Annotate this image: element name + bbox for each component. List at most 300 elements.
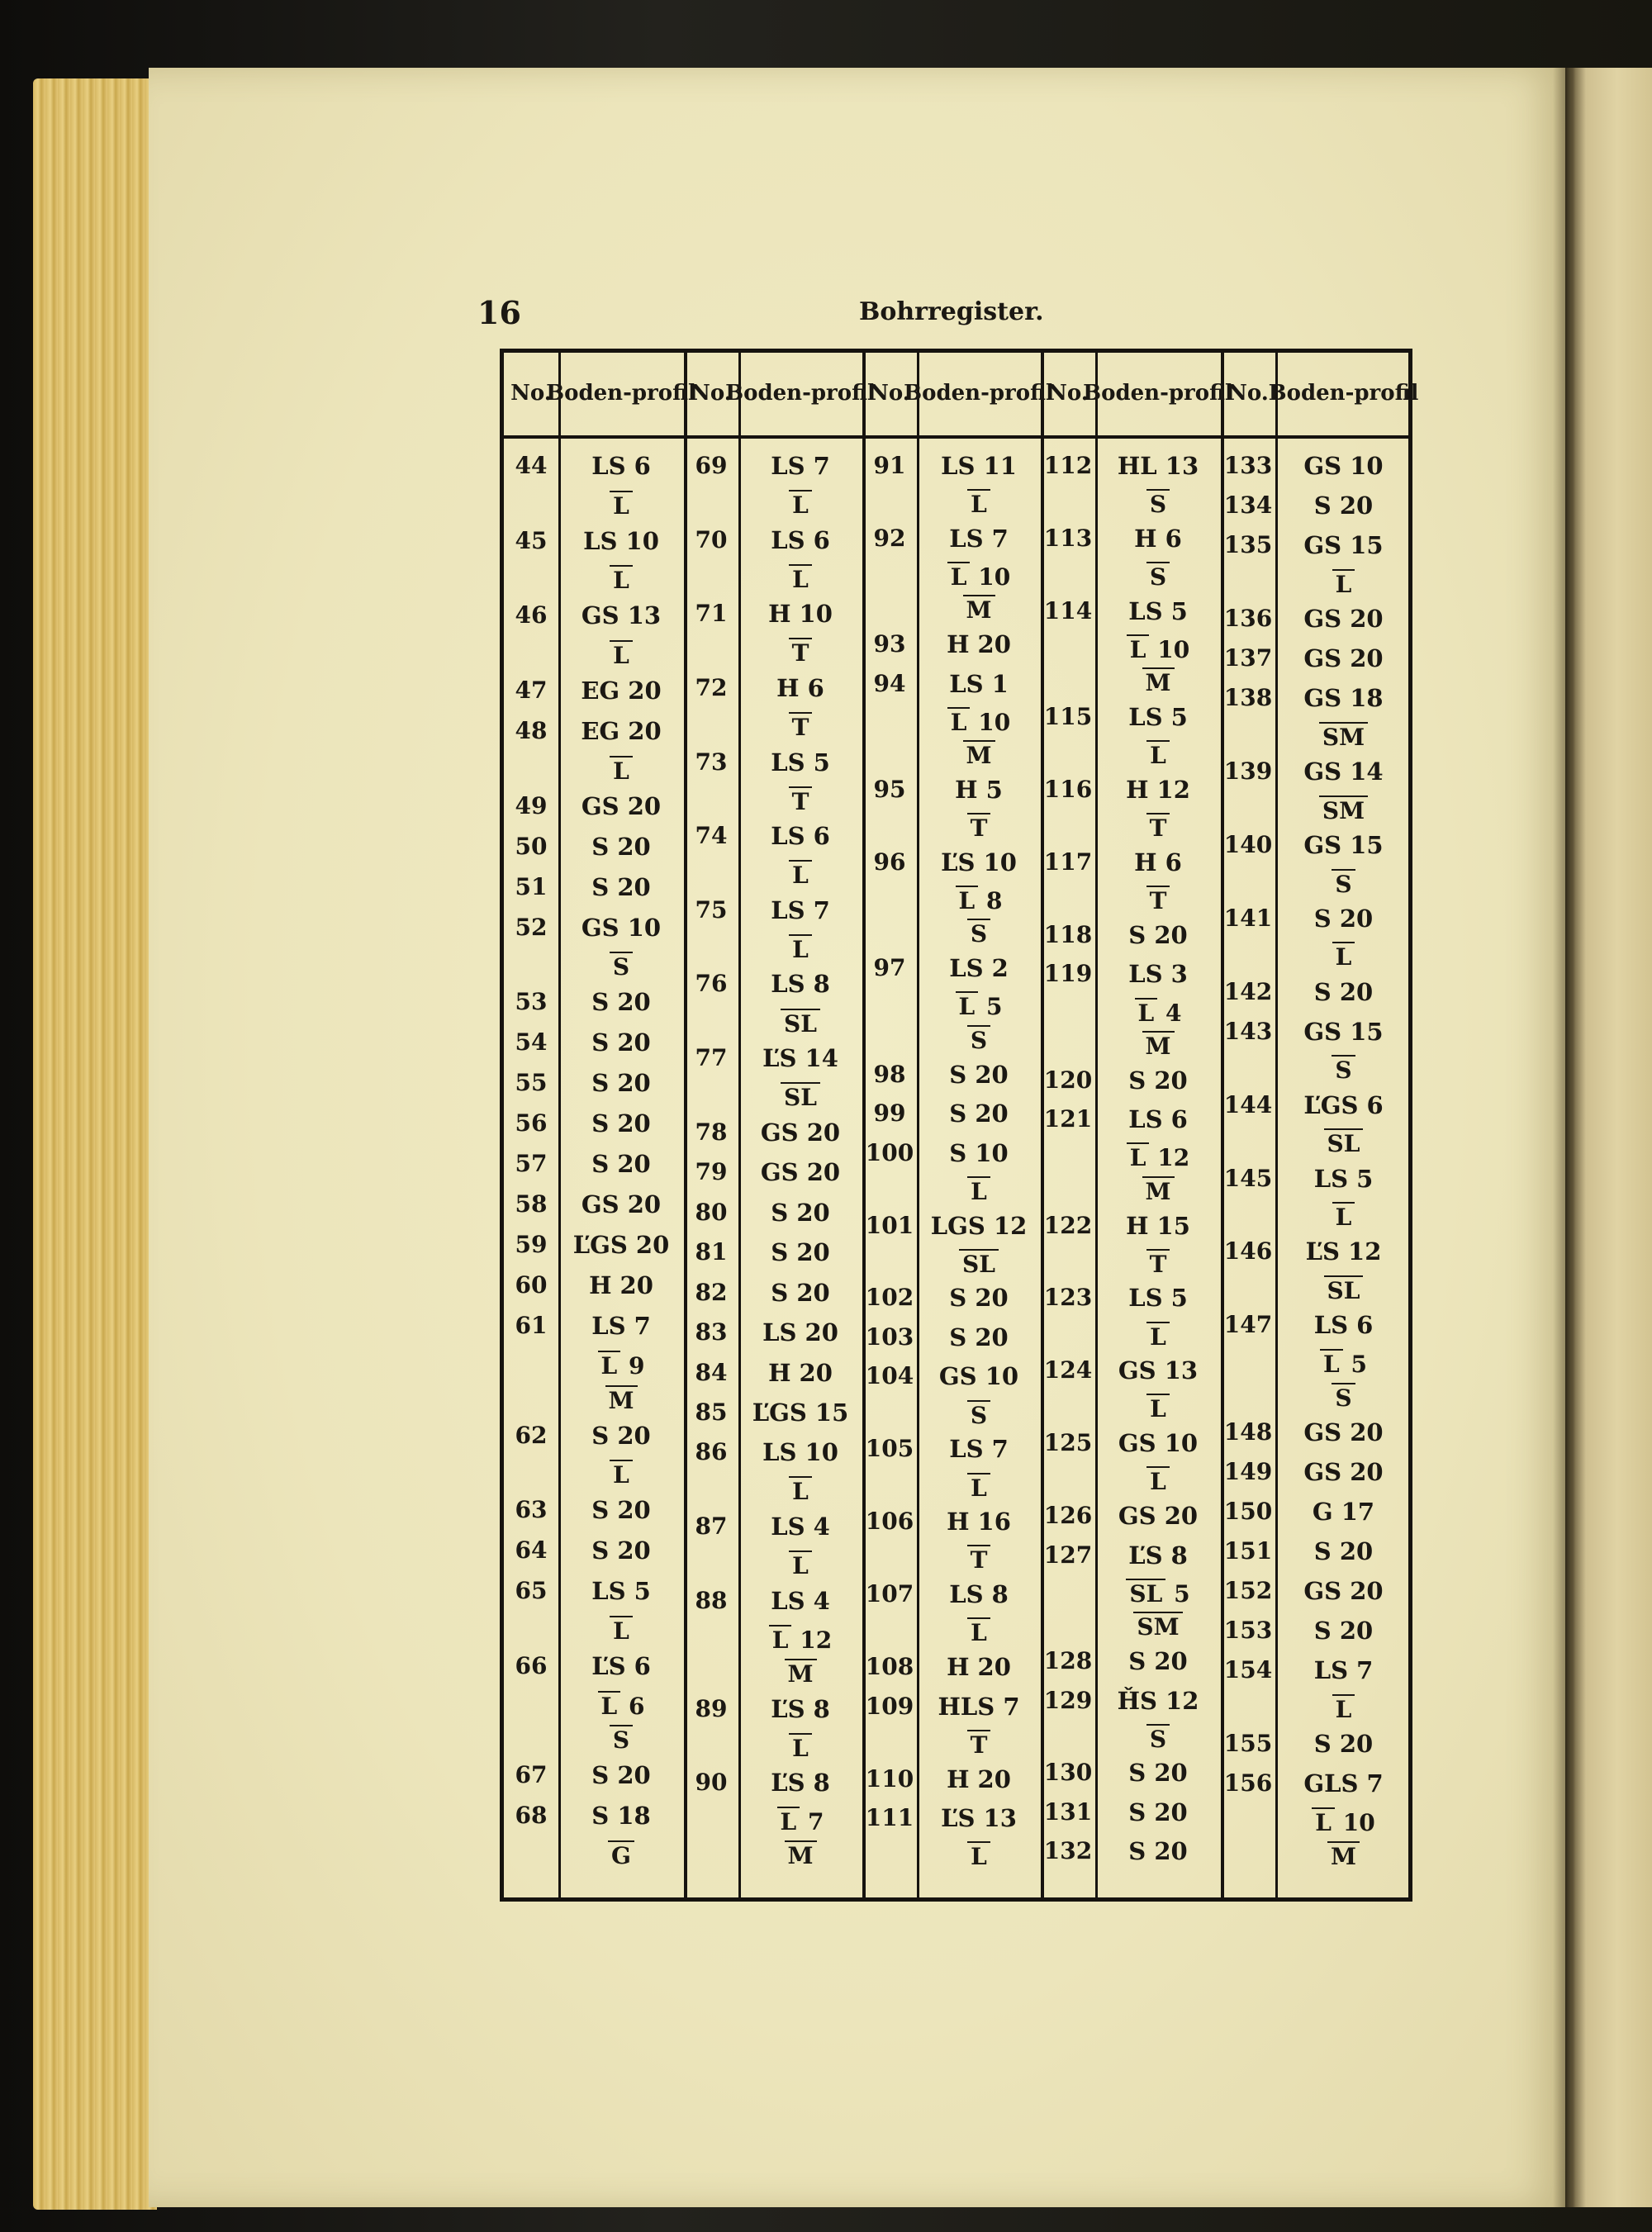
entry-profile: S 20 bbox=[771, 1198, 830, 1227]
entry-profile: S 20 bbox=[1128, 1797, 1188, 1826]
entry-number: 108 bbox=[865, 1653, 914, 1681]
entry-subprofile bbox=[1095, 1724, 1221, 1753]
subprofile-layer: L bbox=[610, 1460, 633, 1489]
entry-subprofile bbox=[1095, 562, 1221, 591]
header-rule bbox=[504, 435, 1408, 439]
entry-number: 102 bbox=[865, 1284, 914, 1312]
entry-number: 72 bbox=[695, 673, 728, 701]
header-boden-label: Boden- bbox=[725, 381, 811, 406]
entry-number: 156 bbox=[1223, 1769, 1273, 1797]
entry-subprofile bbox=[1095, 634, 1221, 663]
entry-profile: G 17 bbox=[1312, 1498, 1375, 1527]
entry-number: 107 bbox=[865, 1580, 914, 1608]
entry-profile: ĽGS 6 bbox=[1303, 1090, 1384, 1119]
entry-profile: LS 7 bbox=[949, 524, 1009, 553]
entry-number: 67 bbox=[515, 1761, 548, 1789]
entry-number: 55 bbox=[515, 1069, 548, 1097]
entry-number: 94 bbox=[873, 669, 906, 697]
entry-subprofile bbox=[917, 489, 1041, 518]
entry-number: 99 bbox=[873, 1099, 906, 1128]
subprofile-depth: 10 bbox=[1149, 635, 1190, 663]
entry-profile: GS 15 bbox=[1303, 830, 1384, 859]
subprofile-layer: L bbox=[789, 1733, 812, 1762]
subprofile-layer: T bbox=[1146, 813, 1170, 842]
entry-number: 61 bbox=[515, 1312, 548, 1340]
entry-profile: ĽS 12 bbox=[1305, 1237, 1382, 1266]
entry-number: 118 bbox=[1043, 920, 1093, 948]
bohrregister-table bbox=[500, 349, 1419, 1902]
subprofile-layer: SL bbox=[959, 1249, 999, 1278]
entry-profile: S 20 bbox=[1313, 904, 1374, 933]
entry-subprofile bbox=[738, 1009, 862, 1038]
entry-subprofile bbox=[558, 565, 684, 594]
entry-profile: GS 20 bbox=[760, 1158, 841, 1187]
entry-profile: LS 5 bbox=[1313, 1164, 1374, 1193]
entry-subprofile bbox=[558, 1616, 684, 1645]
entry-number: 74 bbox=[695, 822, 728, 850]
entry-number: 130 bbox=[1043, 1759, 1093, 1787]
entry-number: 154 bbox=[1223, 1656, 1273, 1684]
entry-profile: H 6 bbox=[1134, 524, 1182, 553]
entry-number: 119 bbox=[1043, 960, 1093, 988]
entry-number: 95 bbox=[873, 776, 906, 804]
entry-profile: H 5 bbox=[955, 776, 1003, 805]
subprofile-layer: SL bbox=[1324, 1128, 1364, 1157]
subprofile-depth: 10 bbox=[1334, 1808, 1375, 1836]
entry-number: 147 bbox=[1223, 1311, 1273, 1339]
entry-profile: LS 5 bbox=[1128, 703, 1188, 732]
entry-number: 104 bbox=[865, 1362, 914, 1390]
entry-profile: S 18 bbox=[591, 1802, 651, 1831]
entry-profile: LS 11 bbox=[941, 452, 1017, 480]
entry-profile: H 6 bbox=[776, 673, 824, 702]
subprofile-layer: L bbox=[1127, 1142, 1150, 1171]
entry-number: 127 bbox=[1043, 1541, 1093, 1569]
entry-number: 83 bbox=[695, 1318, 728, 1346]
entry-number: 78 bbox=[695, 1118, 728, 1146]
header-no: No. bbox=[1047, 381, 1089, 406]
subprofile-layer: L bbox=[967, 1617, 990, 1646]
entry-number: 117 bbox=[1043, 848, 1093, 876]
header-boden-label: Boden- bbox=[546, 381, 632, 406]
entry-subprofile bbox=[917, 1545, 1041, 1574]
entry-subprofile bbox=[558, 952, 684, 981]
entry-number: 97 bbox=[873, 954, 906, 982]
entry-profile: S 20 bbox=[591, 988, 651, 1017]
entry-subprofile bbox=[1095, 998, 1221, 1027]
entry-subprofile bbox=[917, 1730, 1041, 1759]
entry-number: 146 bbox=[1223, 1237, 1273, 1266]
entry-number: 135 bbox=[1223, 531, 1273, 559]
entry-subprofile bbox=[1275, 869, 1412, 898]
entry-profile: S 20 bbox=[591, 1536, 651, 1565]
header-boden-label: Boden- bbox=[1083, 381, 1169, 406]
subprofile-layer: S bbox=[1146, 1724, 1170, 1753]
subprofile-layer: L bbox=[967, 489, 990, 518]
subprofile-layer: L bbox=[1146, 740, 1170, 769]
entry-profile: LS 8 bbox=[771, 970, 830, 999]
header-bodenprofil bbox=[1083, 353, 1233, 435]
entry-number: 56 bbox=[515, 1109, 548, 1137]
entry-subprofile bbox=[1275, 569, 1412, 598]
entry-profile: GS 10 bbox=[938, 1362, 1019, 1391]
subprofile-layer: S bbox=[610, 1725, 633, 1754]
entry-profile: S 20 bbox=[591, 1069, 651, 1098]
entry-profile: H 16 bbox=[947, 1508, 1011, 1536]
entry-profile: ĽS 6 bbox=[591, 1652, 651, 1681]
entry-subprofile bbox=[738, 786, 862, 815]
entry-profile: GLS 7 bbox=[1303, 1769, 1384, 1798]
entry-number: 71 bbox=[695, 600, 728, 628]
entry-profile: GS 14 bbox=[1303, 757, 1384, 786]
entry-number: 129 bbox=[1043, 1686, 1093, 1714]
entry-number: 131 bbox=[1043, 1797, 1093, 1826]
entry-profile: GS 13 bbox=[1118, 1356, 1199, 1385]
entry-number: 79 bbox=[695, 1158, 728, 1186]
entry-subprofile bbox=[1275, 1694, 1412, 1723]
entry-subprofile bbox=[738, 860, 862, 889]
subprofile-depth: 5 bbox=[1165, 1579, 1190, 1608]
entry-profile: S 20 bbox=[1128, 1837, 1188, 1866]
subprofile-layer: SL bbox=[781, 1009, 820, 1038]
entry-subprofile bbox=[917, 813, 1041, 842]
entry-number: 114 bbox=[1043, 596, 1093, 624]
entry-number: 68 bbox=[515, 1802, 548, 1830]
entry-profile: HLS 7 bbox=[938, 1692, 1020, 1721]
entry-subprofile bbox=[738, 490, 862, 519]
entry-number: 123 bbox=[1043, 1284, 1093, 1312]
entry-profile: GS 13 bbox=[581, 601, 662, 630]
entry-profile: S 20 bbox=[949, 1099, 1009, 1128]
entry-number: 76 bbox=[695, 970, 728, 998]
entry-profile: S 20 bbox=[591, 832, 651, 861]
entry-subprofile bbox=[917, 886, 1041, 914]
entry-number: 96 bbox=[873, 848, 906, 876]
page-number: 16 bbox=[477, 294, 521, 331]
subprofile-layer: SM bbox=[1319, 722, 1368, 751]
entry-number: 151 bbox=[1223, 1537, 1273, 1565]
entry-profile: GS 10 bbox=[1303, 452, 1384, 480]
entry-profile: H 15 bbox=[1126, 1211, 1190, 1240]
entry-subprofile bbox=[558, 491, 684, 520]
entry-profile: LS 7 bbox=[771, 452, 830, 480]
entry-number: 70 bbox=[695, 525, 728, 553]
entry-subprofile bbox=[1275, 1383, 1412, 1412]
subprofile-depth: 8 bbox=[978, 887, 1003, 915]
entry-profile: ĽS 8 bbox=[1128, 1541, 1188, 1570]
entry-number: 145 bbox=[1223, 1164, 1273, 1192]
header-profil-label: profil bbox=[1168, 381, 1233, 406]
entry-subprofile bbox=[1095, 886, 1221, 914]
entry-profile: H 20 bbox=[589, 1271, 653, 1300]
entry-number: 120 bbox=[1043, 1066, 1093, 1094]
entry-subprofile bbox=[917, 1841, 1041, 1870]
entry-number: 69 bbox=[695, 452, 728, 479]
subprofile-depth: 9 bbox=[620, 1351, 645, 1380]
entry-subprofile bbox=[917, 1176, 1041, 1205]
entry-number: 90 bbox=[695, 1769, 728, 1797]
entry-subprofile bbox=[1095, 813, 1221, 842]
entry-number: 62 bbox=[515, 1421, 548, 1449]
entry-subprofile bbox=[558, 1385, 684, 1414]
page-gutter bbox=[1553, 68, 1586, 2207]
entry-profile: GS 20 bbox=[1303, 1418, 1384, 1447]
subprofile-layer: T bbox=[789, 638, 813, 667]
entry-subprofile bbox=[1275, 1202, 1412, 1231]
entry-number: 48 bbox=[515, 716, 548, 744]
entry-profile: S 20 bbox=[591, 1109, 651, 1138]
entry-profile: LS 10 bbox=[762, 1438, 838, 1467]
entry-number: 58 bbox=[515, 1190, 548, 1218]
subprofile-layer: L bbox=[789, 490, 812, 519]
subprofile-layer: SL bbox=[1324, 1275, 1364, 1304]
entry-number: 84 bbox=[695, 1358, 728, 1386]
entry-profile: ȞS 12 bbox=[1117, 1686, 1199, 1715]
entry-number: 89 bbox=[695, 1694, 728, 1722]
entry-profile: ĽS 10 bbox=[941, 848, 1017, 876]
entry-profile: ĽS 14 bbox=[762, 1044, 838, 1073]
entry-subprofile bbox=[1095, 1176, 1221, 1205]
entry-subprofile bbox=[558, 1725, 684, 1754]
page-edges bbox=[33, 78, 157, 2210]
entry-number: 85 bbox=[695, 1398, 728, 1426]
entry-profile: LS 6 bbox=[591, 452, 651, 480]
entry-number: 44 bbox=[515, 452, 548, 479]
entry-profile: H 20 bbox=[947, 1764, 1011, 1793]
entry-profile: GS 20 bbox=[1303, 1577, 1384, 1606]
entry-subprofile bbox=[917, 991, 1041, 1020]
entry-number: 100 bbox=[865, 1138, 914, 1166]
entry-subprofile bbox=[738, 1551, 862, 1579]
entry-number: 133 bbox=[1223, 452, 1273, 479]
entry-number: 111 bbox=[865, 1804, 914, 1832]
entry-number: 142 bbox=[1223, 977, 1273, 1005]
entry-profile: S 20 bbox=[591, 1421, 651, 1450]
entry-profile: GS 18 bbox=[1303, 684, 1384, 713]
entry-profile: LS 6 bbox=[771, 822, 830, 851]
entry-subprofile bbox=[1095, 667, 1221, 696]
entry-subprofile bbox=[738, 1840, 862, 1869]
entry-number: 63 bbox=[515, 1496, 548, 1524]
entry-number: 115 bbox=[1043, 703, 1093, 731]
entry-subprofile bbox=[1275, 795, 1412, 824]
subprofile-depth: 12 bbox=[1149, 1144, 1190, 1172]
subprofile-layer: L bbox=[1332, 1202, 1355, 1231]
subprofile-layer: L bbox=[956, 991, 979, 1020]
entry-number: 49 bbox=[515, 791, 548, 819]
entry-subprofile bbox=[738, 638, 862, 667]
entry-profile: S 20 bbox=[949, 1060, 1009, 1089]
subprofile-layer: L bbox=[956, 886, 979, 914]
entry-number: 125 bbox=[1043, 1429, 1093, 1457]
entry-profile: LS 7 bbox=[949, 1435, 1009, 1464]
subprofile-depth: 5 bbox=[1342, 1350, 1367, 1378]
entry-number: 88 bbox=[695, 1586, 728, 1614]
entry-profile: LS 5 bbox=[1128, 596, 1188, 625]
entry-number: 141 bbox=[1223, 904, 1273, 932]
header-bodenprofil bbox=[725, 353, 876, 435]
entry-profile: S 20 bbox=[591, 1496, 651, 1525]
entry-profile: S 20 bbox=[949, 1323, 1009, 1351]
entry-number: 50 bbox=[515, 832, 548, 860]
entry-number: 92 bbox=[873, 524, 906, 552]
entry-number: 110 bbox=[865, 1764, 914, 1793]
header-no: No. bbox=[691, 381, 732, 406]
subprofile-layer: T bbox=[1146, 1249, 1170, 1278]
entry-number: 134 bbox=[1223, 492, 1273, 520]
header-boden-label: Boden- bbox=[904, 381, 990, 406]
subprofile-layer: L bbox=[610, 565, 633, 594]
entry-subprofile bbox=[1275, 942, 1412, 971]
entry-subprofile bbox=[1095, 1249, 1221, 1278]
entry-subprofile bbox=[917, 707, 1041, 736]
subprofile-layer: L bbox=[1146, 1394, 1170, 1422]
entry-profile: GS 20 bbox=[581, 791, 662, 820]
entry-number: 65 bbox=[515, 1577, 548, 1605]
entry-profile: ĽS 8 bbox=[771, 1769, 830, 1797]
subprofile-layer: L bbox=[610, 1616, 633, 1645]
entry-number: 153 bbox=[1223, 1617, 1273, 1645]
entry-number: 138 bbox=[1223, 684, 1273, 712]
entry-profile: LS 8 bbox=[949, 1580, 1009, 1609]
subprofile-layer: L bbox=[1332, 569, 1355, 598]
entry-subprofile bbox=[1095, 489, 1221, 518]
entry-subprofile bbox=[1095, 1612, 1221, 1641]
entry-profile: S 20 bbox=[1313, 1537, 1374, 1566]
entry-profile: S 20 bbox=[591, 872, 651, 901]
entry-number: 93 bbox=[873, 630, 906, 658]
entry-number: 77 bbox=[695, 1044, 728, 1072]
subprofile-layer: L bbox=[789, 1476, 812, 1505]
entry-subprofile bbox=[1275, 1275, 1412, 1304]
header-no: No. bbox=[510, 381, 552, 406]
entry-subprofile bbox=[738, 564, 862, 593]
subprofile-layer: SM bbox=[1133, 1612, 1182, 1641]
entry-profile: S 20 bbox=[1313, 492, 1374, 520]
header-bodenprofil bbox=[546, 353, 696, 435]
subprofile-layer: L bbox=[789, 1551, 812, 1579]
subprofile-layer: SL bbox=[781, 1082, 820, 1111]
entry-profile: LS 3 bbox=[1128, 960, 1188, 989]
entry-number: 66 bbox=[515, 1652, 548, 1680]
entry-number: 137 bbox=[1223, 644, 1273, 672]
entry-subprofile bbox=[558, 1351, 684, 1380]
entry-profile: S 20 bbox=[1128, 1647, 1188, 1675]
subprofile-layer: L bbox=[610, 640, 633, 669]
entry-profile: H 20 bbox=[947, 1653, 1011, 1682]
entry-number: 122 bbox=[1043, 1211, 1093, 1239]
subprofile-layer: S bbox=[1332, 1055, 1355, 1084]
header-profil-label: profil bbox=[631, 381, 696, 406]
entry-profile: LS 7 bbox=[771, 895, 830, 924]
entry-profile: S 20 bbox=[1128, 1066, 1188, 1095]
entry-number: 101 bbox=[865, 1211, 914, 1239]
entry-number: 124 bbox=[1043, 1356, 1093, 1384]
entry-number: 86 bbox=[695, 1438, 728, 1466]
entry-profile: GS 15 bbox=[1303, 1017, 1384, 1046]
entry-profile: GS 15 bbox=[1303, 531, 1384, 560]
entry-number: 116 bbox=[1043, 776, 1093, 804]
entry-profile: S 20 bbox=[591, 1028, 651, 1057]
entry-subprofile bbox=[738, 1659, 862, 1688]
entry-number: 60 bbox=[515, 1271, 548, 1299]
entry-profile: LS 6 bbox=[771, 525, 830, 554]
entry-profile: H 6 bbox=[1134, 848, 1182, 876]
entry-subprofile bbox=[738, 1733, 862, 1762]
subprofile-layer: M bbox=[963, 740, 995, 769]
entry-profile: ĽS 13 bbox=[941, 1804, 1017, 1833]
subprofile-layer: M bbox=[605, 1385, 638, 1414]
entry-number: 144 bbox=[1223, 1090, 1273, 1118]
entry-subprofile bbox=[738, 1625, 862, 1654]
entry-profile: LS 6 bbox=[1128, 1105, 1188, 1134]
entry-subprofile bbox=[917, 919, 1041, 947]
entry-number: 106 bbox=[865, 1508, 914, 1536]
subprofile-layer: S bbox=[967, 919, 990, 947]
entry-profile: LS 4 bbox=[771, 1586, 830, 1615]
entry-subprofile bbox=[917, 562, 1041, 591]
entry-subprofile bbox=[1275, 1841, 1412, 1870]
entry-number: 57 bbox=[515, 1150, 548, 1178]
entry-profile: GS 20 bbox=[581, 1190, 662, 1219]
header-profil-label: profil bbox=[1354, 381, 1419, 406]
entry-number: 59 bbox=[515, 1231, 548, 1259]
entry-profile: S 20 bbox=[1313, 1730, 1374, 1759]
entry-subprofile bbox=[1095, 1466, 1221, 1495]
entry-profile: S 20 bbox=[1313, 1617, 1374, 1646]
subprofile-layer: S bbox=[1332, 869, 1355, 898]
header-profil-label: profil bbox=[810, 381, 876, 406]
header-no: No. bbox=[1227, 381, 1269, 406]
entry-number: 81 bbox=[695, 1238, 728, 1266]
subprofile-layer: L bbox=[1320, 1349, 1343, 1378]
entry-subprofile bbox=[1275, 1128, 1412, 1157]
subprofile-layer: S bbox=[967, 1400, 990, 1429]
entry-number: 148 bbox=[1223, 1418, 1273, 1446]
entry-profile: H 20 bbox=[768, 1358, 833, 1387]
subprofile-layer: T bbox=[967, 1545, 991, 1574]
subprofile-layer: L bbox=[610, 756, 633, 785]
entry-profile: H 20 bbox=[947, 630, 1011, 659]
subprofile-layer: L bbox=[789, 564, 812, 593]
entry-subprofile bbox=[917, 1473, 1041, 1502]
entry-number: 109 bbox=[865, 1692, 914, 1720]
entry-subprofile bbox=[1095, 740, 1221, 769]
subprofile-layer: M bbox=[785, 1840, 817, 1869]
subprofile-layer: L bbox=[967, 1473, 990, 1502]
subprofile-layer: M bbox=[1142, 667, 1175, 696]
entry-profile: GS 10 bbox=[1118, 1429, 1199, 1458]
entry-subprofile bbox=[1275, 722, 1412, 751]
entry-number: 82 bbox=[695, 1278, 728, 1306]
entry-profile: LS 5 bbox=[591, 1577, 651, 1606]
entry-profile: GS 20 bbox=[1303, 1458, 1384, 1487]
entry-profile: GS 20 bbox=[1118, 1502, 1199, 1531]
entry-number: 136 bbox=[1223, 604, 1273, 632]
header-bodenprofil bbox=[904, 353, 1054, 435]
entry-number: 98 bbox=[873, 1060, 906, 1088]
subprofile-depth: 7 bbox=[800, 1808, 824, 1836]
subprofile-layer: SL bbox=[1126, 1579, 1165, 1608]
subprofile-layer: SM bbox=[1319, 795, 1368, 824]
subprofile-layer: L bbox=[1146, 1322, 1170, 1351]
subprofile-layer: M bbox=[1142, 1176, 1175, 1205]
subprofile-layer: T bbox=[967, 813, 991, 842]
subprofile-layer: T bbox=[967, 1730, 991, 1759]
header-boden-label: Boden- bbox=[1268, 381, 1355, 406]
entry-subprofile bbox=[1095, 1579, 1221, 1608]
entry-profile: ĽGS 20 bbox=[572, 1231, 670, 1260]
